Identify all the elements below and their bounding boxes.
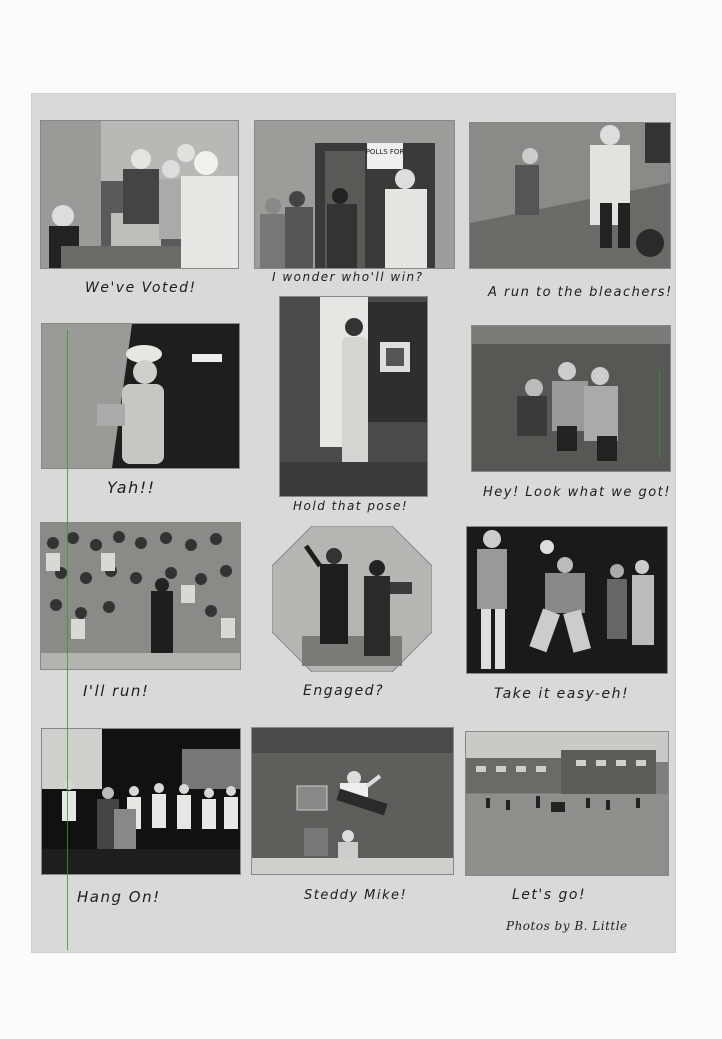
caption-engaged: Engaged? (303, 683, 385, 699)
photo-yah (42, 324, 239, 468)
photo-run (41, 523, 240, 669)
photo-polls (255, 121, 454, 268)
photo-letsgo (466, 732, 668, 875)
students-voting-image (41, 121, 238, 268)
caption-bleachers: A run to the bleachers! (488, 285, 673, 300)
girl-posing-image (280, 297, 427, 496)
polls-sign (367, 143, 403, 169)
caption-easy: Take it easy-eh! (494, 686, 630, 702)
photo-easy (467, 527, 667, 673)
photo-steddy (252, 728, 453, 874)
photo-hang (42, 729, 240, 874)
caption-letsgo: Let's go! (512, 887, 587, 903)
photo-credit: Photos by B. Little (506, 919, 628, 933)
crowd-bleachers-image (41, 523, 240, 669)
photo-pose (280, 297, 427, 496)
caption-wonder: I wonder who'll win? (272, 270, 424, 284)
caption-voted: We've Voted! (85, 280, 197, 296)
kids-on-field-image (472, 326, 670, 471)
gym-crowd-image (42, 729, 240, 874)
caption-run: I'll run! (83, 682, 150, 700)
dancing-students-image (467, 527, 667, 673)
photo-engaged (272, 526, 432, 672)
caption-steddy: Steddy Mike! (304, 888, 408, 903)
school-field-image (466, 732, 668, 875)
caption-look: Hey! Look what we got! (483, 485, 671, 500)
photo-bleachers (470, 123, 670, 268)
polls-sign-text: POLLS FOR (365, 148, 405, 156)
cheerleader-megaphone-image (42, 324, 239, 468)
photo-look (472, 326, 670, 471)
scan-line-left (67, 330, 68, 950)
bleachers-run-image (470, 123, 670, 268)
trampoline-jump-image (252, 728, 453, 874)
caption-yah: Yah!! (107, 478, 156, 497)
caption-hang: Hang On! (77, 888, 161, 906)
polls-doorway-image (255, 121, 454, 268)
photo-voted (41, 121, 238, 268)
scan-line-right (659, 370, 660, 458)
caption-pose: Hold that pose! (293, 499, 409, 513)
engaged-octagon-image (272, 526, 432, 672)
